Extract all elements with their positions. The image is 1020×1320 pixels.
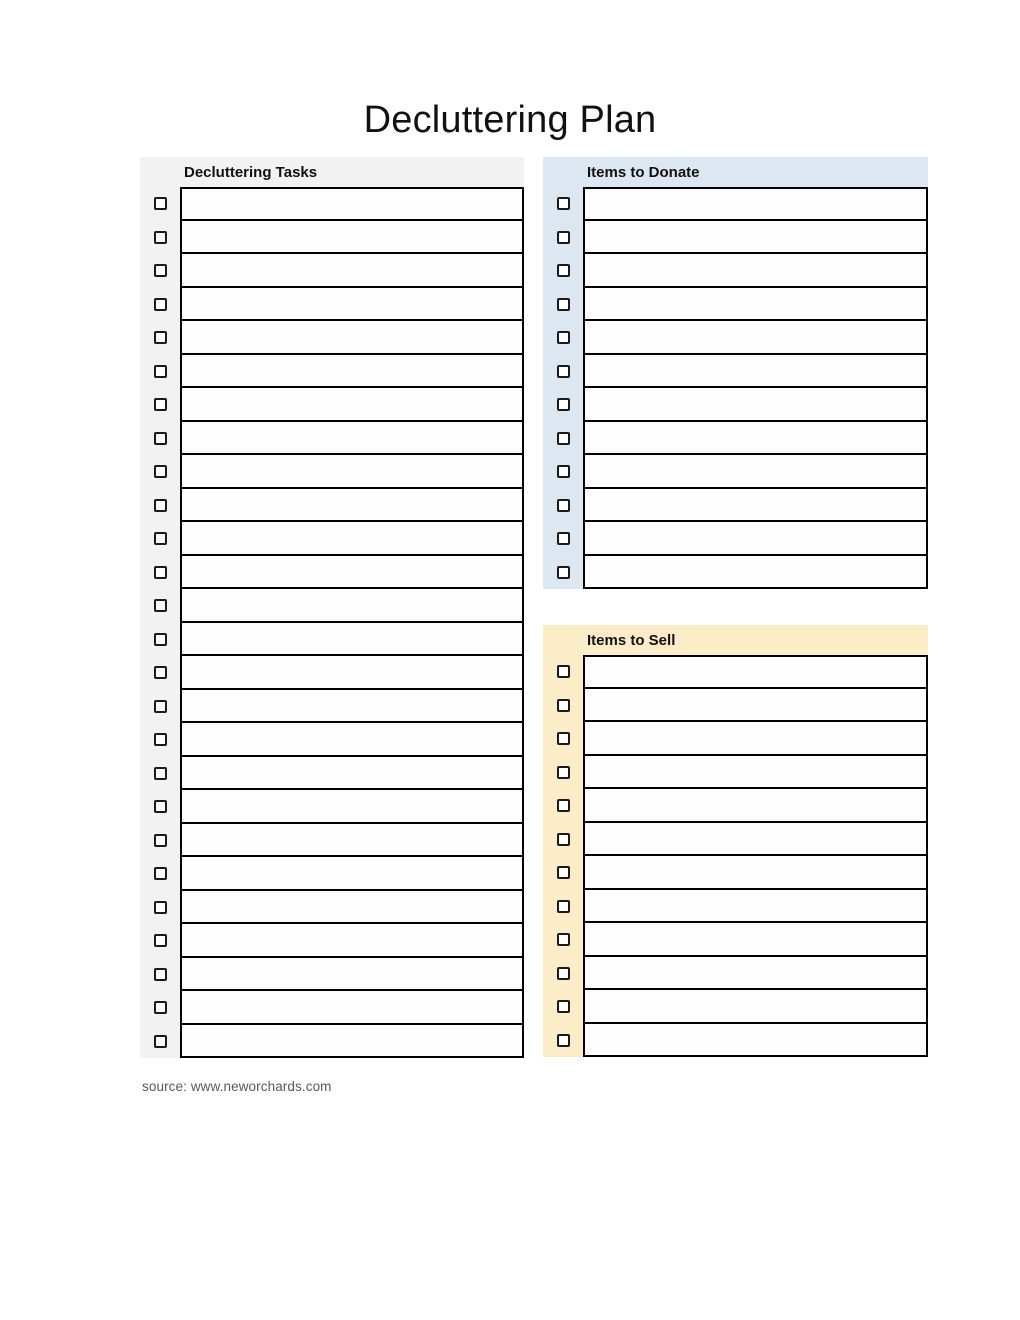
checklist-row bbox=[140, 924, 524, 958]
entry-field[interactable] bbox=[583, 556, 928, 590]
entry-field[interactable] bbox=[583, 990, 928, 1024]
entry-field[interactable] bbox=[180, 556, 524, 590]
checkbox-icon[interactable] bbox=[557, 231, 570, 244]
entry-field[interactable] bbox=[583, 321, 928, 355]
checkbox-cell[interactable] bbox=[543, 455, 583, 489]
entry-field[interactable] bbox=[180, 589, 524, 623]
checklist-row bbox=[543, 221, 928, 255]
entry-field[interactable] bbox=[583, 756, 928, 790]
checklist-row bbox=[543, 655, 928, 689]
checkbox-icon[interactable] bbox=[154, 666, 167, 679]
checklist-row bbox=[140, 455, 524, 489]
checkbox-icon[interactable] bbox=[557, 331, 570, 344]
entry-field[interactable] bbox=[180, 857, 524, 891]
entry-field[interactable] bbox=[180, 187, 524, 221]
checkbox-icon[interactable] bbox=[154, 499, 167, 512]
checkbox-icon[interactable] bbox=[154, 1035, 167, 1048]
entry-field[interactable] bbox=[180, 824, 524, 858]
checklist-row bbox=[140, 288, 524, 322]
checklist-row bbox=[543, 856, 928, 890]
entry-field[interactable] bbox=[583, 221, 928, 255]
entry-field[interactable] bbox=[180, 388, 524, 422]
section-header-items-to-sell bbox=[543, 625, 928, 655]
entry-field[interactable] bbox=[180, 891, 524, 925]
checklist-row bbox=[140, 321, 524, 355]
checkbox-cell[interactable] bbox=[140, 991, 180, 1025]
checklist-row bbox=[543, 522, 928, 556]
checklist-row bbox=[543, 321, 928, 355]
entry-field[interactable] bbox=[583, 288, 928, 322]
checkbox-icon[interactable] bbox=[557, 1034, 570, 1047]
entry-field[interactable] bbox=[583, 689, 928, 723]
checklist-row bbox=[543, 455, 928, 489]
checkbox-icon[interactable] bbox=[557, 499, 570, 512]
section-decluttering-tasks bbox=[140, 157, 524, 1058]
entry-field[interactable] bbox=[583, 355, 928, 389]
entry-field[interactable] bbox=[180, 254, 524, 288]
checkbox-cell[interactable] bbox=[140, 690, 180, 724]
checklist-row bbox=[543, 1024, 928, 1058]
entry-field[interactable] bbox=[180, 623, 524, 657]
source-note: source: www.neworchards.com bbox=[142, 1079, 332, 1094]
checkbox-cell[interactable] bbox=[140, 489, 180, 523]
checkbox-icon[interactable] bbox=[154, 968, 167, 981]
checklist-row bbox=[140, 958, 524, 992]
checkbox-icon[interactable] bbox=[154, 834, 167, 847]
checklist-row bbox=[543, 187, 928, 221]
checkbox-cell[interactable] bbox=[140, 891, 180, 925]
entry-field[interactable] bbox=[180, 1025, 524, 1059]
checkbox-cell[interactable] bbox=[543, 789, 583, 823]
checkbox-icon[interactable] bbox=[154, 365, 167, 378]
section-title-label: Decluttering Tasks bbox=[184, 163, 318, 181]
checkbox-icon[interactable] bbox=[154, 901, 167, 914]
checkbox-cell[interactable] bbox=[140, 288, 180, 322]
checkbox-icon[interactable] bbox=[557, 1000, 570, 1013]
checkbox-cell[interactable] bbox=[140, 321, 180, 355]
checkbox-cell[interactable] bbox=[543, 722, 583, 756]
checklist-row bbox=[543, 254, 928, 288]
checkbox-icon[interactable] bbox=[154, 298, 167, 311]
checklist-row bbox=[543, 789, 928, 823]
checkbox-cell[interactable] bbox=[543, 288, 583, 322]
section-items-to-sell bbox=[543, 625, 928, 1057]
checkbox-cell[interactable] bbox=[140, 1025, 180, 1059]
checkbox-icon[interactable] bbox=[154, 197, 167, 210]
checkbox-cell[interactable] bbox=[140, 254, 180, 288]
checkbox-cell[interactable] bbox=[543, 254, 583, 288]
checkbox-icon[interactable] bbox=[557, 665, 570, 678]
checkbox-cell[interactable] bbox=[543, 957, 583, 991]
checkbox-icon[interactable] bbox=[557, 432, 570, 445]
checklist-row bbox=[140, 422, 524, 456]
entry-field[interactable] bbox=[583, 722, 928, 756]
checkbox-cell[interactable] bbox=[140, 723, 180, 757]
entry-field[interactable] bbox=[583, 522, 928, 556]
checkbox-cell[interactable] bbox=[140, 455, 180, 489]
checklist-row bbox=[140, 757, 524, 791]
checkbox-cell[interactable] bbox=[140, 790, 180, 824]
checkbox-icon[interactable] bbox=[154, 1001, 167, 1014]
checkbox-icon[interactable] bbox=[557, 532, 570, 545]
page-title: Decluttering Plan bbox=[363, 99, 657, 142]
entry-field[interactable] bbox=[180, 522, 524, 556]
checklist-row bbox=[140, 1025, 524, 1059]
checkbox-cell[interactable] bbox=[543, 756, 583, 790]
checklist-row bbox=[543, 990, 928, 1024]
checkbox-cell[interactable] bbox=[140, 221, 180, 255]
checkbox-cell[interactable] bbox=[140, 824, 180, 858]
checklist-row bbox=[140, 824, 524, 858]
checkbox-icon[interactable] bbox=[154, 432, 167, 445]
checkbox-cell[interactable] bbox=[140, 422, 180, 456]
entry-field[interactable] bbox=[583, 655, 928, 689]
entry-field[interactable] bbox=[180, 790, 524, 824]
entry-field[interactable] bbox=[583, 856, 928, 890]
checkbox-cell[interactable] bbox=[543, 556, 583, 590]
checkbox-cell[interactable] bbox=[140, 589, 180, 623]
checkbox-icon[interactable] bbox=[557, 799, 570, 812]
checklist-row bbox=[543, 422, 928, 456]
checklist-row bbox=[140, 388, 524, 422]
entry-field[interactable] bbox=[583, 254, 928, 288]
checkbox-icon[interactable] bbox=[557, 732, 570, 745]
checkbox-cell[interactable] bbox=[543, 187, 583, 221]
entry-field[interactable] bbox=[583, 388, 928, 422]
checklist-row bbox=[543, 890, 928, 924]
checkbox-icon[interactable] bbox=[557, 365, 570, 378]
checkbox-cell[interactable] bbox=[140, 924, 180, 958]
checkbox-icon[interactable] bbox=[557, 264, 570, 277]
entry-field[interactable] bbox=[180, 723, 524, 757]
entry-field[interactable] bbox=[583, 823, 928, 857]
checkbox-cell[interactable] bbox=[543, 1024, 583, 1058]
checkbox-cell[interactable] bbox=[140, 187, 180, 221]
checkbox-icon[interactable] bbox=[557, 699, 570, 712]
checkbox-cell[interactable] bbox=[140, 958, 180, 992]
checkbox-icon[interactable] bbox=[154, 800, 167, 813]
entry-field[interactable] bbox=[583, 789, 928, 823]
section-title-label: Items to Sell bbox=[587, 631, 676, 649]
checklist-row bbox=[140, 556, 524, 590]
checkbox-icon[interactable] bbox=[154, 733, 167, 746]
checkbox-icon[interactable] bbox=[154, 231, 167, 244]
checklist-row bbox=[140, 221, 524, 255]
checkbox-cell[interactable] bbox=[543, 823, 583, 857]
checkbox-icon[interactable] bbox=[557, 833, 570, 846]
checkbox-cell[interactable] bbox=[543, 388, 583, 422]
checkbox-cell[interactable] bbox=[543, 689, 583, 723]
checkbox-icon[interactable] bbox=[154, 532, 167, 545]
checkbox-icon[interactable] bbox=[557, 465, 570, 478]
checkbox-icon[interactable] bbox=[557, 900, 570, 913]
checklist-row bbox=[140, 790, 524, 824]
checkbox-cell[interactable] bbox=[543, 890, 583, 924]
entry-field[interactable] bbox=[180, 221, 524, 255]
entry-field[interactable] bbox=[180, 757, 524, 791]
section-header-decluttering-tasks bbox=[140, 157, 524, 187]
checkbox-cell[interactable] bbox=[140, 355, 180, 389]
checkbox-icon[interactable] bbox=[154, 566, 167, 579]
checkbox-cell[interactable] bbox=[140, 556, 180, 590]
checklist-row bbox=[543, 489, 928, 523]
task-row-list bbox=[140, 187, 524, 1058]
checkbox-icon[interactable] bbox=[557, 766, 570, 779]
checkbox-cell[interactable] bbox=[140, 623, 180, 657]
checkbox-icon[interactable] bbox=[154, 331, 167, 344]
checkbox-icon[interactable] bbox=[154, 934, 167, 947]
entry-field[interactable] bbox=[180, 355, 524, 389]
checkbox-icon[interactable] bbox=[557, 197, 570, 210]
checkbox-cell[interactable] bbox=[140, 757, 180, 791]
entry-field[interactable] bbox=[180, 958, 524, 992]
section-items-to-donate bbox=[543, 157, 928, 589]
entry-field[interactable] bbox=[180, 924, 524, 958]
checklist-row bbox=[140, 589, 524, 623]
checklist-row bbox=[543, 689, 928, 723]
checkbox-icon[interactable] bbox=[154, 264, 167, 277]
checklist-row bbox=[140, 857, 524, 891]
checklist-row bbox=[543, 388, 928, 422]
checklist-row bbox=[543, 288, 928, 322]
checklist-row bbox=[140, 355, 524, 389]
checkbox-icon[interactable] bbox=[154, 398, 167, 411]
checkbox-icon[interactable] bbox=[557, 933, 570, 946]
checkbox-icon[interactable] bbox=[154, 867, 167, 880]
donate-row-list bbox=[543, 187, 928, 589]
checkbox-icon[interactable] bbox=[154, 700, 167, 713]
checkbox-cell[interactable] bbox=[140, 522, 180, 556]
entry-field[interactable] bbox=[180, 288, 524, 322]
checkbox-icon[interactable] bbox=[154, 633, 167, 646]
entry-field[interactable] bbox=[180, 656, 524, 690]
checkbox-cell[interactable] bbox=[543, 221, 583, 255]
checkbox-cell[interactable] bbox=[543, 422, 583, 456]
section-title-label: Items to Donate bbox=[587, 163, 700, 181]
checklist-row bbox=[140, 254, 524, 288]
checkbox-cell[interactable] bbox=[543, 522, 583, 556]
checklist-row bbox=[140, 187, 524, 221]
checklist-row bbox=[543, 722, 928, 756]
entry-field[interactable] bbox=[583, 422, 928, 456]
entry-field[interactable] bbox=[583, 890, 928, 924]
entry-field[interactable] bbox=[180, 422, 524, 456]
checkbox-icon[interactable] bbox=[557, 298, 570, 311]
entry-field[interactable] bbox=[583, 187, 928, 221]
checkbox-icon[interactable] bbox=[154, 465, 167, 478]
entry-field[interactable] bbox=[180, 690, 524, 724]
checklist-row bbox=[140, 891, 524, 925]
checkbox-cell[interactable] bbox=[543, 990, 583, 1024]
checkbox-cell[interactable] bbox=[543, 856, 583, 890]
entry-field[interactable] bbox=[583, 923, 928, 957]
checkbox-cell[interactable] bbox=[140, 857, 180, 891]
checkbox-cell[interactable] bbox=[543, 923, 583, 957]
checklist-row bbox=[140, 489, 524, 523]
checkbox-cell[interactable] bbox=[140, 656, 180, 690]
checkbox-icon[interactable] bbox=[557, 866, 570, 879]
entry-field[interactable] bbox=[180, 489, 524, 523]
entry-field[interactable] bbox=[180, 455, 524, 489]
checklist-row bbox=[543, 923, 928, 957]
checklist-row bbox=[140, 656, 524, 690]
section-header-items-to-donate bbox=[543, 157, 928, 187]
entry-field[interactable] bbox=[583, 1024, 928, 1058]
entry-field[interactable] bbox=[180, 991, 524, 1025]
checklist-row bbox=[543, 823, 928, 857]
checkbox-cell[interactable] bbox=[543, 321, 583, 355]
checkbox-cell[interactable] bbox=[140, 388, 180, 422]
entry-field[interactable] bbox=[180, 321, 524, 355]
checklist-row bbox=[140, 991, 524, 1025]
sell-row-list bbox=[543, 655, 928, 1057]
checkbox-icon[interactable] bbox=[557, 967, 570, 980]
checkbox-icon[interactable] bbox=[557, 398, 570, 411]
checklist-row bbox=[140, 522, 524, 556]
checklist-row bbox=[543, 556, 928, 590]
checklist-row bbox=[140, 723, 524, 757]
checklist-row bbox=[543, 756, 928, 790]
checkbox-cell[interactable] bbox=[543, 355, 583, 389]
checkbox-icon[interactable] bbox=[154, 599, 167, 612]
checkbox-icon[interactable] bbox=[154, 767, 167, 780]
checklist-row bbox=[140, 690, 524, 724]
checklist-row bbox=[543, 355, 928, 389]
entry-field[interactable] bbox=[583, 455, 928, 489]
entry-field[interactable] bbox=[583, 489, 928, 523]
checklist-row bbox=[140, 623, 524, 657]
checkbox-cell[interactable] bbox=[543, 655, 583, 689]
checklist-row bbox=[543, 957, 928, 991]
checkbox-cell[interactable] bbox=[543, 489, 583, 523]
checkbox-icon[interactable] bbox=[557, 566, 570, 579]
entry-field[interactable] bbox=[583, 957, 928, 991]
